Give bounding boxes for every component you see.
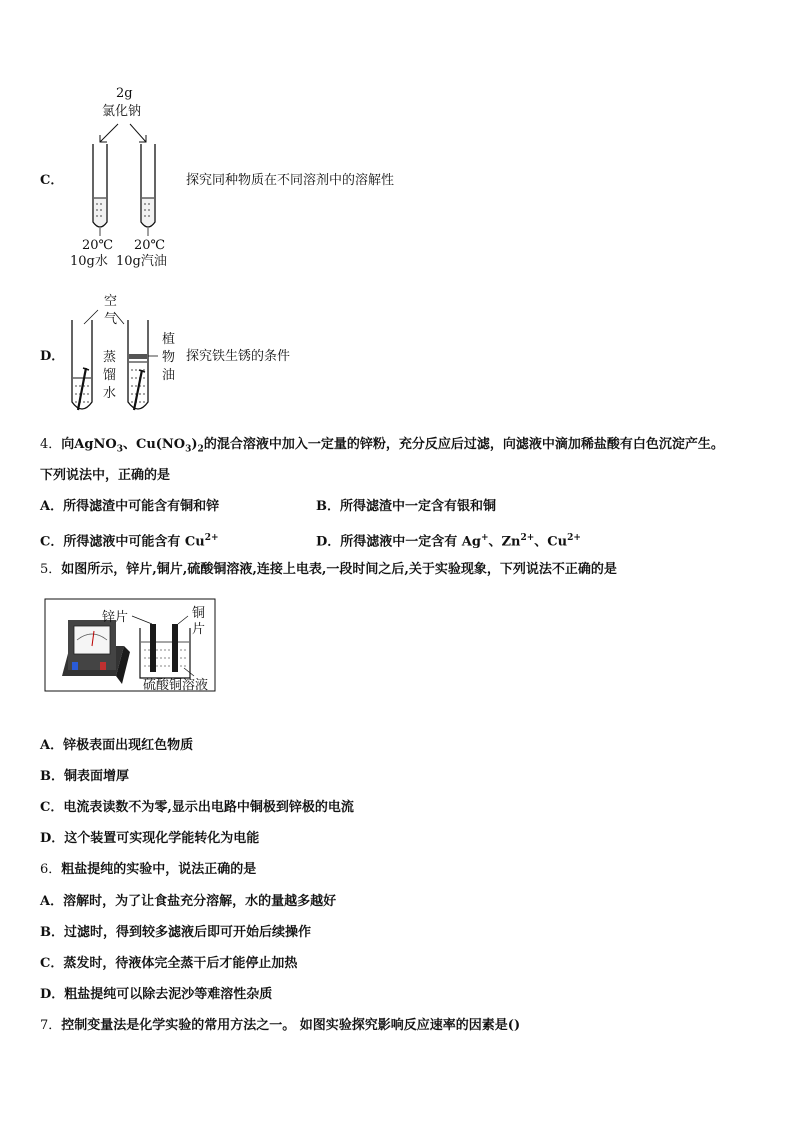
question-6-stem <box>40 861 256 879</box>
question-6-stem-text: 粗盐提纯的实验中，说法正确的是 <box>61 862 257 877</box>
option-text: 所得滤液中可能含有 Cu <box>63 534 205 550</box>
question-6-number: 6． <box>40 862 62 877</box>
figure-d-air-char-2: 气 <box>104 312 118 327</box>
option-letter: A． <box>40 499 64 514</box>
figure-d-oil-char-3: 油 <box>162 368 176 383</box>
question-5-option-c[interactable] <box>40 799 354 817</box>
question-5-option-d[interactable] <box>40 830 259 848</box>
figure-d-oil-char-1: 植 <box>162 332 176 347</box>
copper-plate-label-1: 铜 <box>192 606 206 621</box>
chemical-cuno32: $Cu(NO_3)_2$ <box>135 437 204 455</box>
copper-plate-label-2: 片 <box>192 622 206 637</box>
option-text: 电流表读数不为零,显示出电路中铜极到锌极的电流 <box>63 800 354 815</box>
option-d-description: 探究铁生锈的条件 <box>186 349 291 364</box>
ion-charge: 2+ <box>204 533 219 543</box>
question-5-option-a[interactable] <box>40 737 193 755</box>
figure-c-left-temp: 20℃ <box>82 238 114 253</box>
solubility-test-tubes-figure <box>80 118 180 246</box>
figure-d-air-char-1: 空 <box>104 294 118 309</box>
ion-charge: + <box>480 533 489 543</box>
question-4-stem-line2: 下列说法中，正确的是 <box>40 468 171 483</box>
question-4-option-d[interactable] <box>316 529 581 551</box>
option-text: 所得滤渣中一定含有银和铜 <box>340 499 497 514</box>
ion-charge: 2+ <box>520 533 535 543</box>
option-letter: A． <box>40 894 64 909</box>
question-4-stem-pre: 向 <box>61 437 75 452</box>
figure-d-water-char-3: 水 <box>103 386 117 401</box>
separator: 、 <box>122 437 136 452</box>
question-4-number: 4． <box>40 437 62 452</box>
question-6-option-a[interactable] <box>40 893 336 911</box>
figure-c-top-amount: 2g <box>116 86 133 101</box>
option-letter: C． <box>40 534 64 550</box>
option-letter: D． <box>316 534 341 550</box>
question-5-number: 5． <box>40 562 62 577</box>
option-text: 粗盐提纯可以除去泥沙等难溶性杂质 <box>64 987 273 1002</box>
question-7-number: 7． <box>40 1018 62 1033</box>
option-text: 铜表面增厚 <box>64 769 130 784</box>
option-c-description: 探究同种物质在不同溶剂中的溶解性 <box>186 173 395 188</box>
option-letter: B． <box>316 499 340 514</box>
option-letter: D． <box>40 987 65 1002</box>
question-6-option-b[interactable] <box>40 924 311 942</box>
question-4-stem-rest: 的混合溶液中加入一定量的锌粉，充分反应后过滤，向滤液中滴加稀盐酸有白色沉淀产生。 <box>203 437 724 452</box>
option-letter: A． <box>40 738 64 753</box>
figure-c-left-solvent: 10g水 <box>70 254 108 269</box>
option-c-letter: C． <box>40 173 64 188</box>
option-letter: B． <box>40 769 64 784</box>
question-7-stem-text: 控制变量法是化学实验的常用方法之一。 如图实验探究影响反应速率的因素是() <box>61 1018 521 1033</box>
question-5-stem <box>40 561 617 579</box>
option-letter: B． <box>40 925 64 940</box>
option-text: 溶解时，为了让食盐充分溶解，水的量越多越好 <box>63 894 337 909</box>
question-6-option-c[interactable] <box>40 955 297 973</box>
option-text: 蒸发时，待液体完全蒸干后才能停止加热 <box>63 956 298 971</box>
question-4-option-b[interactable] <box>316 498 496 516</box>
question-4-option-a[interactable] <box>40 498 219 516</box>
option-text: 所得滤渣中可能含有铜和锌 <box>63 499 220 514</box>
question-7-stem <box>40 1017 520 1035</box>
option-letter: C． <box>40 800 64 815</box>
copper-sulfate-solution-label: 硫酸铜溶液 <box>143 678 209 693</box>
question-5-option-b[interactable] <box>40 768 129 786</box>
option-text: 这个装置可实现化学能转化为电能 <box>64 831 260 846</box>
option-text-part: 、Zn <box>488 534 521 550</box>
figure-c-right-temp: 20℃ <box>134 238 166 253</box>
option-letter: C． <box>40 956 64 971</box>
figure-d-water-char-1: 蒸 <box>103 350 117 365</box>
option-text: 过滤时，得到较多滤液后即可开始后续操作 <box>64 925 312 940</box>
question-4-option-c[interactable] <box>40 529 219 551</box>
question-5-stem-text: 如图所示，锌片,铜片,硫酸铜溶液,连接上电表,一段时间之后,关于实验现象，下列说法不正确的是 <box>61 562 617 577</box>
option-text-part: 、Cu <box>534 534 568 550</box>
option-letter: D． <box>40 831 65 846</box>
chemical-agno3: AgNO$_3$ <box>74 437 123 455</box>
zinc-plate-label: 锌片 <box>102 610 129 625</box>
figure-d-water-char-2: 馏 <box>103 368 117 383</box>
question-6-option-d[interactable] <box>40 986 272 1004</box>
ion-charge: 2+ <box>567 533 581 543</box>
option-text: 锌极表面出现红色物质 <box>63 738 194 753</box>
figure-c-right-solvent: 10g汽油 <box>116 254 167 269</box>
figure-d-oil-char-2: 物 <box>162 350 176 365</box>
option-text: 所得滤液中一定含有 Ag <box>340 534 481 550</box>
option-d-letter: D． <box>40 349 65 364</box>
figure-c-top-substance: 氯化钠 <box>102 104 142 119</box>
question-4-stem <box>40 436 724 459</box>
